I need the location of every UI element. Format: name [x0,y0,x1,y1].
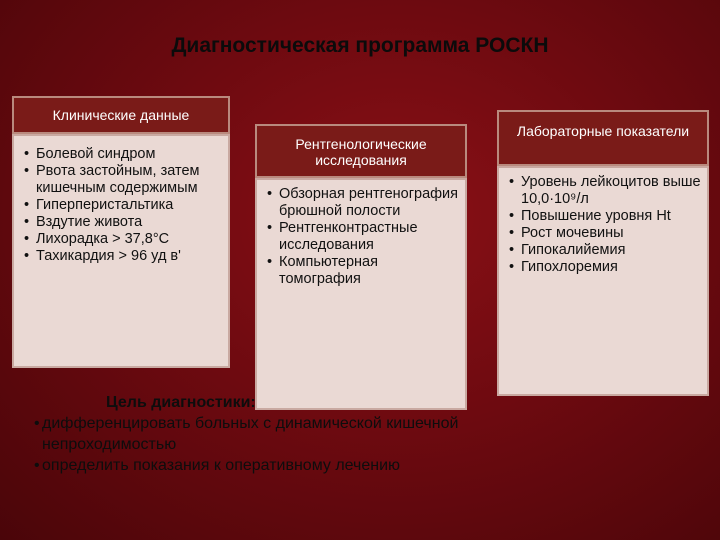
slide-title: Диагностическая программа РОСКН [171,34,549,57]
column-header-radiology: Рентгенологические исследования [255,124,467,178]
goal-list [34,413,594,476]
list-item: • Тахикардия > 96 уд в' [22,248,222,265]
list-item: • Гипокалийемия [507,242,701,259]
goal-item: • определить показания к оперативному лечению [34,455,594,476]
column-body-radiology [255,178,467,410]
column-body-lab [497,166,709,396]
list-item: • Компьютерная томография [265,254,459,288]
list-item: • Обзорная рентгенография брюшной полости [265,186,459,220]
column-body-clinical [12,134,230,368]
list-item: • Гиперперистальтика [22,197,222,214]
column-header-lab: Лабораторные показатели [497,110,709,166]
list-item: • Уровень лейкоцитов выше 10,0·10⁹/л [507,174,701,208]
list-item: • Повышение уровня Ht [507,208,701,225]
list-item: • Гипохлоремия [507,259,701,276]
clinical-list [22,146,222,265]
goal-title: Цель диагностики: [106,394,256,411]
list-item: • Вздутие живота [22,214,222,231]
list-item: • Рост мочевины [507,225,701,242]
goal-section [34,392,594,476]
list-item: • Лихорадка > 37,8°С [22,231,222,248]
lab-list [507,174,701,276]
goal-item: • дифференцировать больных с динамической кишечной непроходимостью [34,413,594,455]
list-item: • Рентгенконтрастные исследования [265,220,459,254]
list-item: • Болевой синдром [22,146,222,163]
radiology-list [265,186,459,288]
list-item: • Рвота застойным, затем кишечным содержимым [22,163,222,197]
column-header-clinical: Клинические данные [12,96,230,134]
